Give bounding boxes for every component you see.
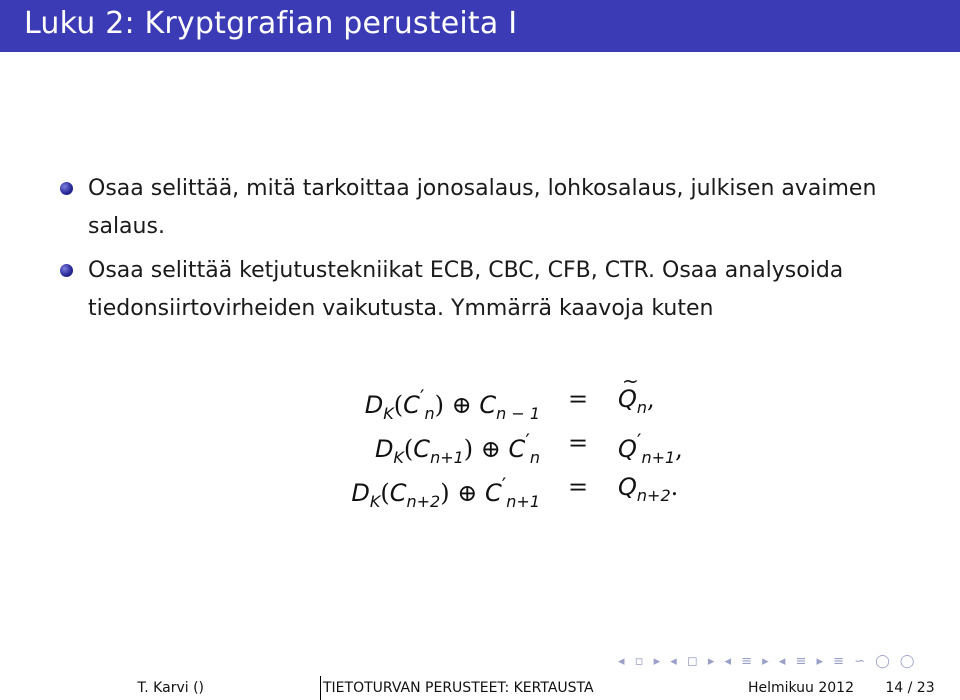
equation-row <box>0 429 960 469</box>
equation-lhs: $D_K(C'_n)$ ⊕ $C_{n - 1}$ <box>364 385 540 423</box>
footer <box>0 676 960 700</box>
equation-row <box>0 473 960 513</box>
footer-author: T. Karvi () <box>0 676 320 700</box>
footer-page-number: 14 / 23 <box>885 680 935 696</box>
bullet-item <box>60 252 920 328</box>
equation-lhs: $D_K(C_{n+1})$ ⊕ $C'_n$ <box>374 429 540 467</box>
equation-lhs: $D_K(C_{n+2})$ ⊕ $C'_{n+1}$ <box>351 473 540 511</box>
bullet-item <box>60 170 920 246</box>
equals-sign: = <box>568 385 589 413</box>
equation-rhs: ~ $Q_n$, <box>618 385 655 417</box>
bullet-text: Osaa selittää, mitä tarkoittaa jonosalaus, lohkosalaus, julkisen avaimen salaus. <box>88 176 877 239</box>
equals-sign: = <box>568 473 589 501</box>
equals-sign: = <box>568 429 589 457</box>
slide-title: Luku 2: Kryptgrafian perusteita I <box>24 6 518 41</box>
bullet-text: Osaa selittää ketjutustekniikat ECB, CBC, CFB, CTR. Osaa analysoida tiedonsiirtovirheiden vaikutusta. Ymmärrä kaavoja kuten <box>88 258 844 321</box>
equation-row <box>0 385 960 425</box>
bullet-dot-icon <box>60 182 73 195</box>
beamer-navigation-icon[interactable]: ◂ ▫ ▸ ◂ ◻ ▸ ◂ ≡ ▸ ◂ ≡ ▸ ≡ ∽ ◯ ◯ <box>618 654 918 669</box>
equation-rhs: $Q'_{n+1}$, <box>618 429 683 467</box>
title-bar <box>0 0 960 52</box>
equation-rhs: $Q_{n+2}$. <box>618 473 679 505</box>
footer-title: TIETOTURVAN PERUSTEET: KERTAUSTA <box>320 676 640 700</box>
footer-date: Helmikuu 2012 <box>747 680 854 696</box>
bullet-dot-icon <box>60 264 73 277</box>
bullet-list <box>60 170 920 334</box>
